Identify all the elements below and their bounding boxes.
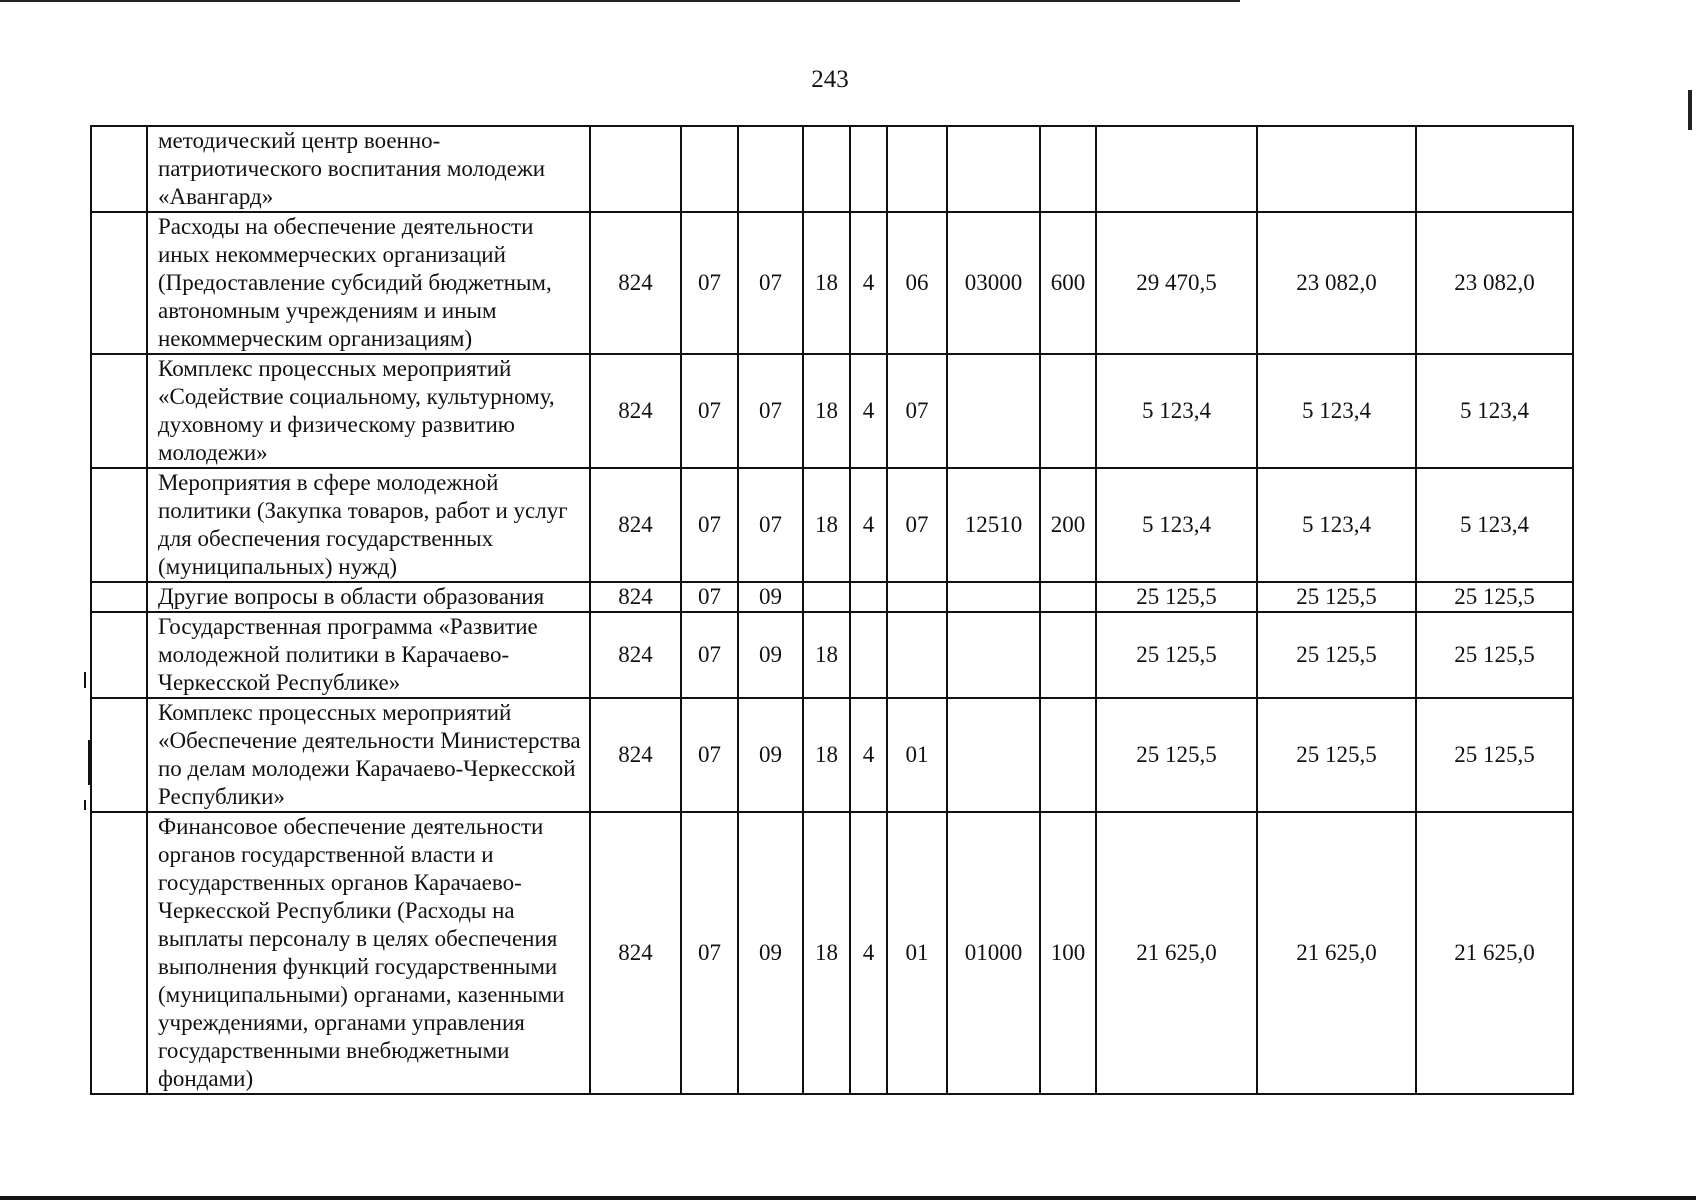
cell-program — [803, 582, 850, 612]
cell-component: 01 — [887, 698, 947, 812]
row-name: методический центр военно-патриотического воспитания молодежи «Авангард» — [147, 126, 590, 212]
cell-program: 18 — [803, 698, 850, 812]
row-index-cell — [91, 212, 147, 354]
cell-vr — [1040, 698, 1096, 812]
cell-rz: 07 — [681, 212, 738, 354]
cell-vr — [1040, 612, 1096, 698]
margin-mark — [84, 672, 86, 688]
cell-vr — [1040, 354, 1096, 468]
cell-year1: 5 123,4 — [1096, 468, 1257, 582]
cell-type: 4 — [850, 812, 887, 1094]
row-name: Комплекс процессных мероприятий «Обеспечение деятельности Министерства по делам молодежи Карачаево-Черкесской Республики» — [147, 698, 590, 812]
cell-vr: 600 — [1040, 212, 1096, 354]
cell-direction — [947, 698, 1040, 812]
cell-ved: 824 — [590, 612, 681, 698]
row-index-cell — [91, 698, 147, 812]
cell-year2: 21 625,0 — [1257, 812, 1416, 1094]
cell-direction: 12510 — [947, 468, 1040, 582]
cell-rz: 07 — [681, 354, 738, 468]
margin-mark — [84, 800, 86, 810]
table-row — [91, 126, 1573, 212]
cell-rz: 07 — [681, 468, 738, 582]
cell-year3: 21 625,0 — [1416, 812, 1573, 1094]
row-name: Мероприятия в сфере молодежной политики (Закупка товаров, работ и услуг для обеспечения государственных (муниципальных) нужд) — [147, 468, 590, 582]
cell-year2: 5 123,4 — [1257, 354, 1416, 468]
cell-component: 07 — [887, 354, 947, 468]
cell-year1: 25 125,5 — [1096, 582, 1257, 612]
cell-pr: 09 — [738, 612, 803, 698]
cell-rz — [681, 126, 738, 212]
row-name: Другие вопросы в области образования — [147, 582, 590, 612]
table-row — [91, 612, 1573, 698]
cell-ved: 824 — [590, 698, 681, 812]
cell-year2: 23 082,0 — [1257, 212, 1416, 354]
cell-ved: 824 — [590, 212, 681, 354]
cell-type — [850, 126, 887, 212]
cell-pr: 07 — [738, 354, 803, 468]
cell-type: 4 — [850, 698, 887, 812]
table-row — [91, 212, 1573, 354]
scan-edge-top — [0, 0, 1240, 2]
cell-direction: 03000 — [947, 212, 1040, 354]
cell-direction — [947, 582, 1040, 612]
row-index-cell — [91, 354, 147, 468]
cell-year3 — [1416, 126, 1573, 212]
cell-year3: 25 125,5 — [1416, 582, 1573, 612]
row-index-cell — [91, 468, 147, 582]
table-row — [91, 582, 1573, 612]
cell-rz: 07 — [681, 612, 738, 698]
row-index-cell — [91, 582, 147, 612]
table-row — [91, 468, 1573, 582]
cell-component: 06 — [887, 212, 947, 354]
cell-pr — [738, 126, 803, 212]
cell-ved: 824 — [590, 468, 681, 582]
table-row — [91, 698, 1573, 812]
cell-year3: 25 125,5 — [1416, 612, 1573, 698]
cell-type: 4 — [850, 354, 887, 468]
cell-component — [887, 612, 947, 698]
cell-vr — [1040, 582, 1096, 612]
page-number: 243 — [811, 66, 849, 93]
cell-year2 — [1257, 126, 1416, 212]
cell-year1: 29 470,5 — [1096, 212, 1257, 354]
cell-component — [887, 582, 947, 612]
cell-type — [850, 612, 887, 698]
row-index-cell — [91, 126, 147, 212]
cell-rz: 07 — [681, 698, 738, 812]
table-row — [91, 812, 1573, 1094]
table-row — [91, 354, 1573, 468]
cell-rz: 07 — [681, 582, 738, 612]
cell-year1: 25 125,5 — [1096, 612, 1257, 698]
cell-ved: 824 — [590, 354, 681, 468]
row-name: Расходы на обеспечение деятельности иных некоммерческих организаций (Предоставление субсидий бюджетным, автономным учреждениям и иным некоммерческим организациям) — [147, 212, 590, 354]
cell-direction: 01000 — [947, 812, 1040, 1094]
cell-type: 4 — [850, 468, 887, 582]
cell-year3: 5 123,4 — [1416, 468, 1573, 582]
cell-vr: 100 — [1040, 812, 1096, 1094]
cell-pr: 09 — [738, 582, 803, 612]
row-name: Финансовое обеспечение деятельности органов государственной власти и государственных органов Карачаево-Черкесской Республики (Расходы на выплаты персоналу в целях обеспечения выполнения функций государственными (муниципальными) органами, казенными учреждениями, органами управления государственными внебюджетными фондами) — [147, 812, 590, 1094]
cell-program: 18 — [803, 812, 850, 1094]
cell-vr: 200 — [1040, 468, 1096, 582]
cell-ved — [590, 126, 681, 212]
cell-type — [850, 582, 887, 612]
cell-year1: 25 125,5 — [1096, 698, 1257, 812]
cell-pr: 09 — [738, 698, 803, 812]
row-name: Комплекс процессных мероприятий «Содействие социальному, культурному, духовному и физическому развитию молодежи» — [147, 354, 590, 468]
cell-year2: 25 125,5 — [1257, 612, 1416, 698]
cell-program — [803, 126, 850, 212]
cell-direction — [947, 612, 1040, 698]
cell-year2: 25 125,5 — [1257, 698, 1416, 812]
cell-direction — [947, 126, 1040, 212]
cell-pr: 07 — [738, 212, 803, 354]
row-name: Государственная программа «Развитие молодежной политики в Карачаево-Черкесской Республике» — [147, 612, 590, 698]
cell-program: 18 — [803, 212, 850, 354]
cell-rz: 07 — [681, 812, 738, 1094]
cell-component: 01 — [887, 812, 947, 1094]
cell-ved: 824 — [590, 582, 681, 612]
cell-year3: 23 082,0 — [1416, 212, 1573, 354]
cell-component — [887, 126, 947, 212]
cell-vr — [1040, 126, 1096, 212]
cell-type: 4 — [850, 212, 887, 354]
cell-program: 18 — [803, 354, 850, 468]
cell-year2: 25 125,5 — [1257, 582, 1416, 612]
row-index-cell — [91, 812, 147, 1094]
cell-year1: 21 625,0 — [1096, 812, 1257, 1094]
scan-edge-bottom — [0, 1196, 1696, 1200]
row-index-cell — [91, 612, 147, 698]
cell-program: 18 — [803, 468, 850, 582]
scan-edge-right — [1688, 90, 1692, 130]
cell-component: 07 — [887, 468, 947, 582]
cell-ved: 824 — [590, 812, 681, 1094]
budget-table — [90, 125, 1574, 1095]
cell-year1 — [1096, 126, 1257, 212]
cell-year3: 25 125,5 — [1416, 698, 1573, 812]
cell-year1: 5 123,4 — [1096, 354, 1257, 468]
cell-year2: 5 123,4 — [1257, 468, 1416, 582]
cell-pr: 07 — [738, 468, 803, 582]
cell-year3: 5 123,4 — [1416, 354, 1573, 468]
cell-pr: 09 — [738, 812, 803, 1094]
cell-direction — [947, 354, 1040, 468]
cell-program: 18 — [803, 612, 850, 698]
